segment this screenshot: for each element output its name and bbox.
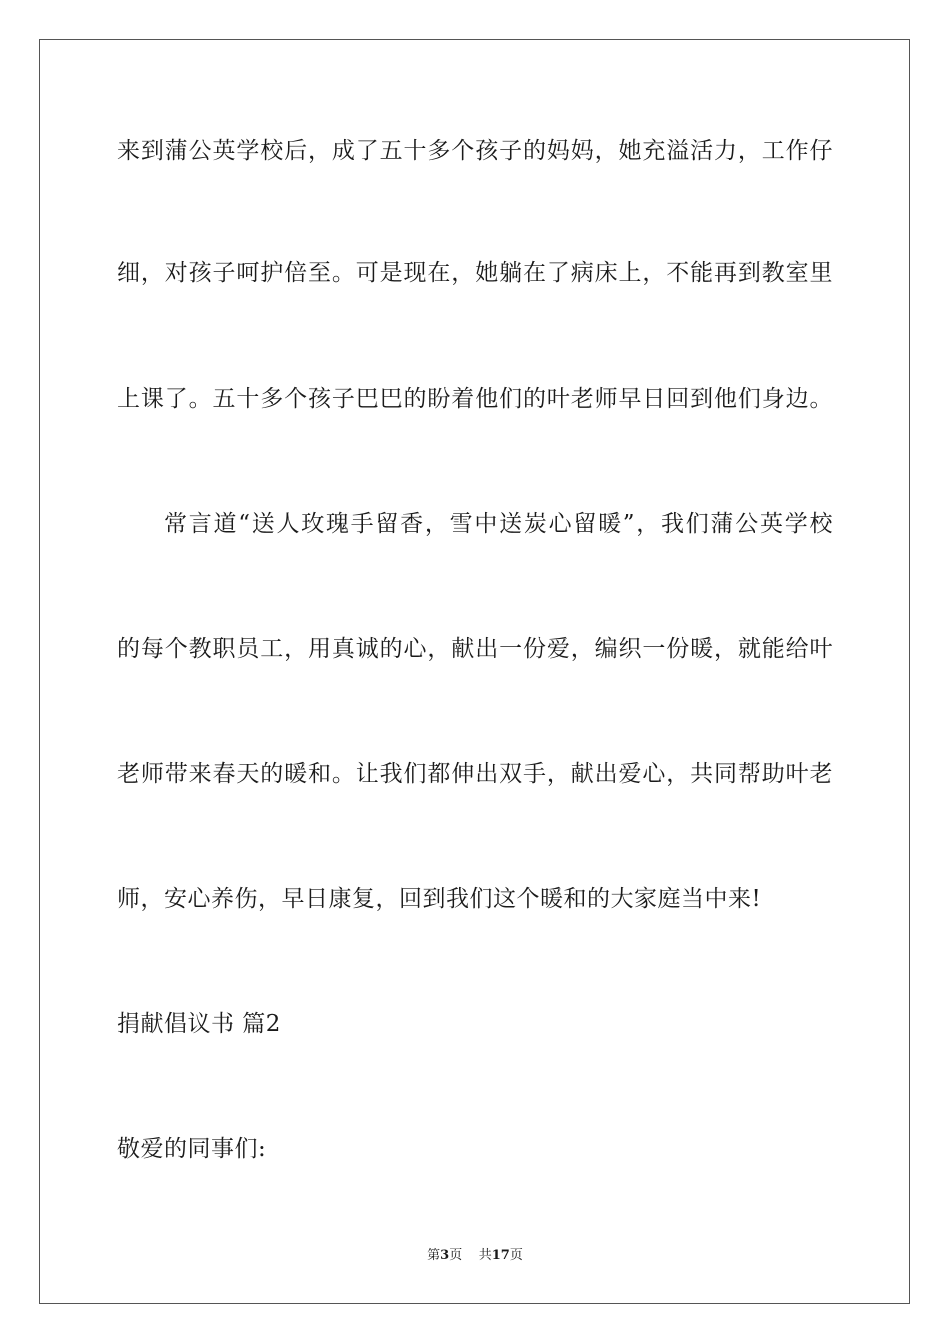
- page-frame: [39, 39, 910, 1304]
- body-line-2: 细，对孩子呵护倍至。可是现在，她躺在了病床上，不能再到教室里: [117, 260, 833, 286]
- footer-page-number: 3: [440, 1248, 450, 1263]
- body-line-6: 老师带来春天的暖和。让我们都伸出双手，献出爱心，共同帮助叶老: [117, 761, 833, 787]
- body-line-3: 上课了。五十多个孩子巴巴的盼着他们的叶老师早日回到他们身边。: [117, 386, 833, 412]
- body-line-4-indented: 常言道“送人玫瑰手留香，雪中送炭心留暖”，我们蒲公英学校: [164, 511, 833, 537]
- footer-total-pages: 17: [491, 1248, 510, 1263]
- footer-total-prefix: 共: [478, 1248, 492, 1263]
- body-line-5: 的每个教职员工，用真诚的心，献出一份爱，编织一份暖，就能给叶: [117, 636, 833, 662]
- page-footer: [0, 1247, 950, 1265]
- salutation: 敬爱的同事们:: [117, 1136, 267, 1162]
- section-heading: 捐献倡议书 篇2: [117, 1011, 281, 1037]
- footer-page-prefix: 第: [427, 1248, 441, 1263]
- footer-total-suffix: 页: [509, 1248, 523, 1263]
- body-line-7: 师，安心养伤，早日康复，回到我们这个暖和的大家庭当中来!: [117, 886, 762, 912]
- footer-page-suffix: 页: [449, 1248, 463, 1263]
- body-line-1: 来到蒲公英学校后，成了五十多个孩子的妈妈，她充溢活力，工作仔: [117, 138, 833, 164]
